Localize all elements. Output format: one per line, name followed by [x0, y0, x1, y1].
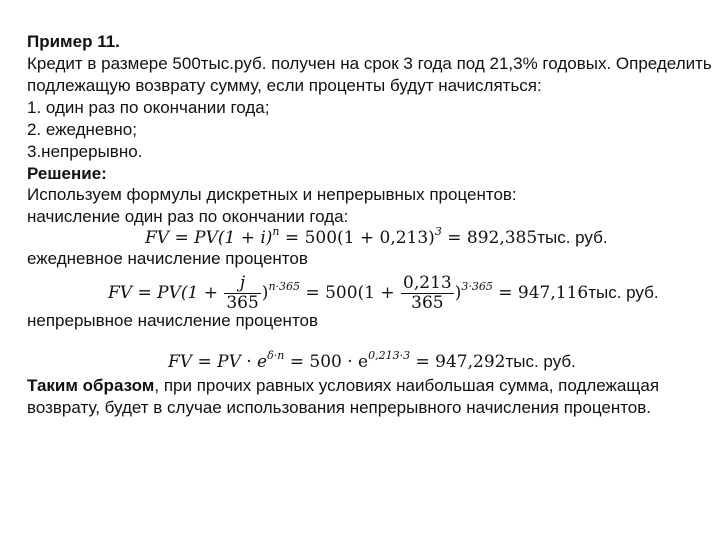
option-2: 2. ежедневно; [27, 120, 137, 139]
formula-continuous-unit: тыс. руб. [505, 352, 576, 371]
solution-label: Решение: [27, 164, 107, 183]
option-1: 1. один раз по окончании года; [27, 98, 270, 117]
formula-daily-num2: 0,213 [403, 273, 452, 293]
option-3: 3.непрерывно. [27, 142, 143, 161]
formula-annual-exp: n [272, 225, 280, 238]
formula-daily-exp1: n·365 [268, 280, 301, 293]
formula-annual-exp2: 3 [434, 225, 442, 238]
case2-label: ежедневное начисление процентов [27, 249, 308, 268]
formula-daily-lhs: FV = PV(1 + [108, 283, 218, 303]
formula-annual [145, 225, 608, 250]
conclusion-line-1 [27, 376, 659, 396]
formula-daily: FV = PV(1 + $\frac{j}{365}$ )$^{n\cdot 365}$ = 500(1 + $\frac{0,213}{365}$ )$^{3\cdot 365}$ = 947,116тыс. руб. [108, 273, 659, 313]
formula-continuous-result: = 947,292 [415, 352, 506, 372]
formula-daily-mid: = 500(1 + [305, 283, 395, 303]
problem-line-2: подлежащую возврату сумму, если проценты будут начисляться: [27, 76, 542, 95]
case3-label: непрерывное начисление процентов [27, 311, 319, 330]
formula-daily-fraction-2 [401, 274, 454, 313]
formula-daily-den2: 365 [411, 293, 444, 313]
formula-daily-den1: 365 [226, 293, 259, 313]
conclusion-bold: Таким образом [27, 376, 155, 395]
formula-annual-unit: тыс. руб. [537, 228, 608, 247]
conclusion-rest: , при прочих равных условиях наибольшая сумма, подлежащая [154, 376, 660, 395]
formula-daily-unit: тыс. руб. [588, 283, 659, 302]
formula-continuous-exp1: δ·n [267, 349, 285, 362]
formula-continuous-mid: = 500 · e [289, 352, 369, 372]
formula-daily-fraction-1 [224, 274, 260, 313]
problem-line-1: Кредит в размере 500тыс.руб. получен на срок 3 года под 21,3% годовых. Определить [27, 54, 712, 73]
formula-annual-mid: = 500(1 + 0,213) [284, 228, 435, 248]
formula-annual-result: = 892,385 [447, 228, 538, 248]
intro-text: Используем формулы дискретных и непрерывных процентов: [27, 185, 517, 204]
formula-daily-exp2: 3·365 [461, 280, 493, 293]
formula-continuous-lhs: FV = PV · e [168, 352, 268, 372]
case1-label: начисление один раз по окончании года: [27, 207, 349, 226]
conclusion-line-2: возврату, будет в случае использования непрерывного начисления процентов. [27, 398, 652, 417]
formula-continuous-exp2: 0,213·3 [368, 349, 411, 362]
formula-daily-num1: j [224, 274, 260, 294]
formula-daily-result: = 947,116 [498, 283, 589, 303]
formula-continuous [168, 349, 576, 374]
formula-annual-lhs: FV = PV(1 + i) [145, 228, 273, 248]
example-title: Пример 11. [27, 32, 120, 51]
